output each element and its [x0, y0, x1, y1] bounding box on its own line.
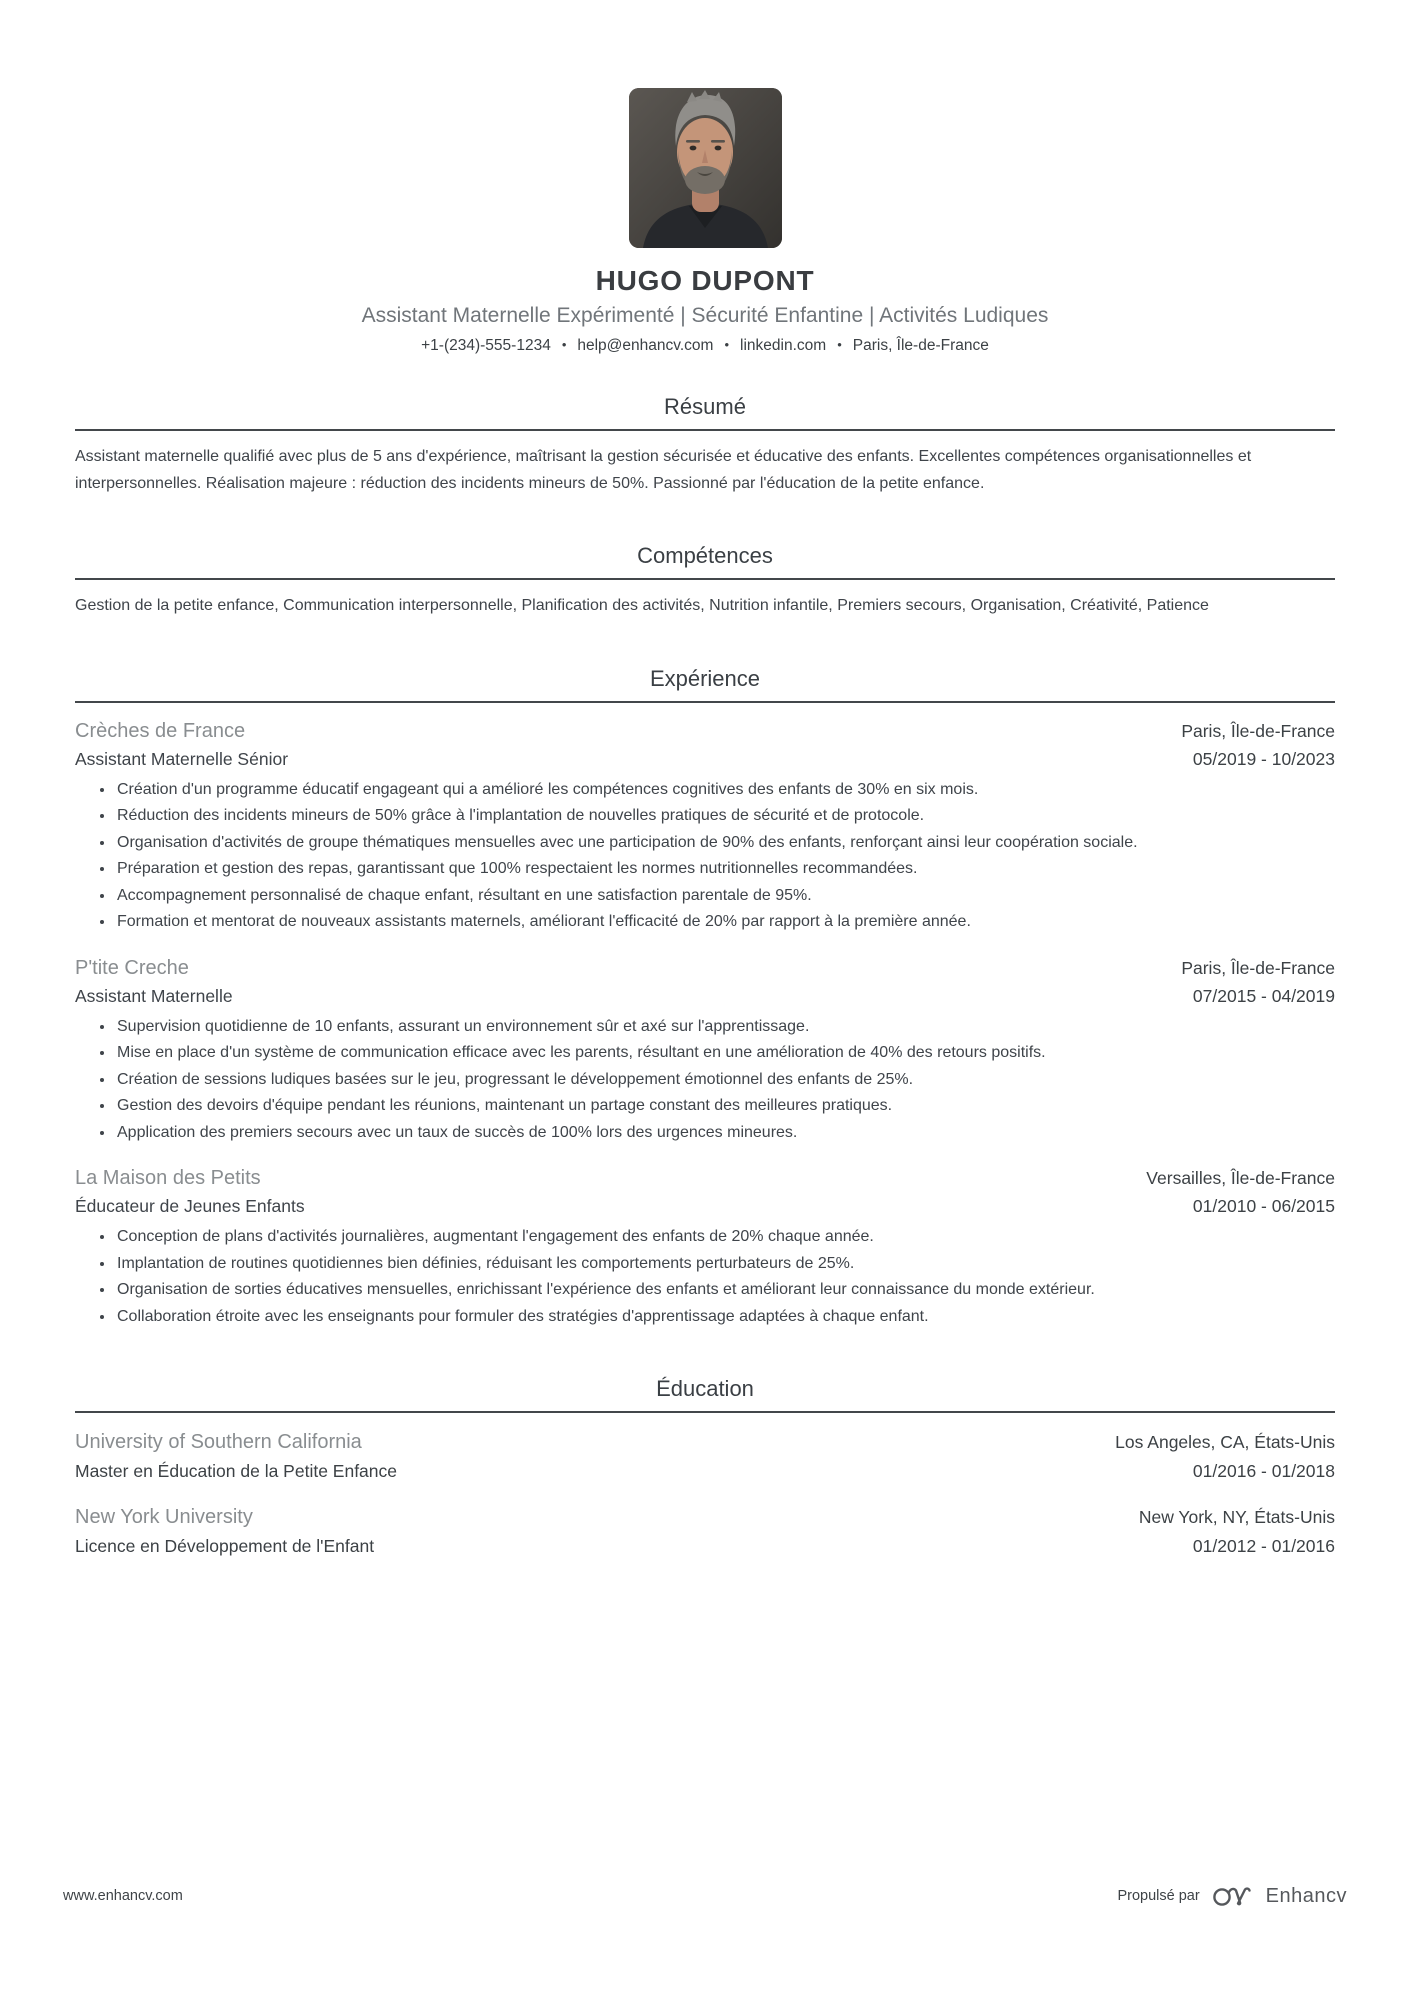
company-name: Crèches de France: [75, 719, 246, 742]
section-title-resume: Résumé: [664, 394, 746, 419]
enhancv-brand-link[interactable]: [1212, 1884, 1347, 1908]
school-name: New York University: [75, 1506, 253, 1528]
contact-linkedin-link[interactable]: linkedin.com: [740, 337, 827, 354]
contact-separator-icon: •: [837, 337, 842, 352]
job-bullets: [75, 1224, 1335, 1330]
section-competences-header: [75, 543, 1335, 580]
school-degree: Master en Éducation de la Petite Enfance: [75, 1461, 398, 1481]
school-entry: [75, 1431, 1335, 1482]
bullet-item: • Réduction des incidents mineurs de 50% grâce à l'implantation de nouvelles pratiques de sécurité et de protocole.: [115, 803, 1335, 830]
job-location: Paris, Île-de-France: [1181, 720, 1335, 741]
section-experience: [75, 666, 1335, 1331]
section-education: [75, 1376, 1335, 1557]
contact-phone: +1-(234)-555-1234: [421, 337, 551, 354]
bullet-item: • Création de sessions ludiques basées sur le jeu, progressant le développement émotionnel des enfants de 25%.: [115, 1067, 1335, 1094]
bullet-item: • Application des premiers secours avec un taux de succès de 100% lors des urgences mineures.: [115, 1120, 1335, 1147]
bullet-item: • Formation et mentorat de nouveaux assistants maternels, améliorant l'efficacité de 20% par rapport à la première année.: [115, 909, 1335, 936]
powered-by-label: Propulsé par: [1117, 1888, 1200, 1904]
profile-photo-image: [629, 88, 782, 248]
section-title-education: Éducation: [656, 1376, 754, 1401]
bullet-item: • Implantation de routines quotidiennes bien définies, réduisant les comportements perturbateurs de 25%.: [115, 1251, 1335, 1278]
school-location: Los Angeles, CA, États-Unis: [1115, 1432, 1335, 1452]
contact-line: [75, 337, 1335, 355]
job-role: Éducateur de Jeunes Enfants: [75, 1196, 305, 1216]
job-entry: [75, 957, 1335, 1147]
section-title-competences: Compétences: [637, 543, 773, 568]
page-footer: [63, 1884, 1347, 1908]
company-name: La Maison des Petits: [75, 1167, 261, 1189]
contact-separator-icon: •: [561, 337, 567, 352]
school-name: University of Southern California: [75, 1431, 362, 1453]
bullet-item: • Création d'un programme éducatif engageant qui a amélioré les compétences cognitives des enfants de 30% en six mois.: [115, 777, 1335, 804]
candidate-name: HUGO DUPONT: [595, 265, 815, 296]
bullet-item: • Collaboration étroite avec les enseignants pour formuler des stratégies d'apprentissage adaptées à chaque enfant.: [115, 1304, 1335, 1331]
resume-text: Assistant maternelle qualifié avec plus de 5 ans d'expérience, maîtrisant la gestion sécurisée et éducative des enfants. Excellentes compétences organisationnelles et interpersonnelles. Réalisation majeure : réduction des incidents mineurs de 50%. Passionné par l'éducation de la petite enfance.: [75, 448, 1252, 492]
footer-site-link[interactable]: www.enhancv.com: [63, 1888, 183, 1904]
school-degree: Licence en Développement de l'Enfant: [75, 1536, 375, 1556]
job-bullets: [75, 1014, 1335, 1147]
section-competences: [75, 543, 1335, 620]
job-dates: 05/2019 - 10/2023: [1192, 748, 1335, 769]
contact-separator-icon: •: [724, 337, 730, 352]
bullet-item: • Organisation d'activités de groupe thématiques mensuelles avec une participation de 90% des enfants, renforçant ainsi leur coopération sociale.: [115, 830, 1335, 857]
profile-photo: [629, 88, 782, 248]
section-resume-header: [75, 394, 1335, 431]
school-dates: 01/2012 - 01/2016: [1192, 1536, 1335, 1556]
job-entry: [75, 1167, 1335, 1330]
job-role: Assistant Maternelle Sénior: [75, 748, 289, 769]
job-entry: [75, 720, 1335, 936]
bullet-item: • Mise en place d'un système de communication efficace avec les parents, résultant en une amélioration de 40% des retours positifs.: [115, 1040, 1335, 1067]
bullet-item: • Préparation et gestion des repas, garantissant que 100% respectaient les normes nutritionnelles recommandées.: [115, 856, 1335, 883]
bullet-item: • Gestion des devoirs d'équipe pendant les réunions, maintenant un partage constant des meilleures pratiques.: [115, 1093, 1335, 1120]
section-education-header: [75, 1376, 1335, 1413]
school-location: New York, NY, États-Unis: [1138, 1507, 1335, 1527]
school-entry: [75, 1506, 1335, 1557]
section-title-experience: Expérience: [649, 665, 761, 691]
job-role: Assistant Maternelle: [75, 985, 233, 1006]
enhancv-logo-icon: [1212, 1884, 1258, 1908]
job-dates: 01/2010 - 06/2015: [1192, 1196, 1335, 1216]
company-name: P'tite Creche: [75, 956, 189, 979]
bullet-item: • Conception de plans d'activités journalières, augmentant l'engagement des enfants de 20% chaque année.: [115, 1224, 1335, 1251]
section-experience-header: [75, 666, 1335, 703]
candidate-tagline: Assistant Maternelle Expérimenté | Sécurité Enfantine | Activités Ludiques: [361, 304, 1049, 327]
contact-email-link[interactable]: help@enhancv.com: [577, 337, 714, 354]
job-location: Paris, Île-de-France: [1181, 957, 1335, 978]
competences-text: Gestion de la petite enfance, Communication interpersonnelle, Planification des activités, Nutrition infantile, Premiers secours, Organisation, Créativité, Patience: [75, 597, 1209, 614]
bullet-item: • Supervision quotidienne de 10 enfants, assurant un environnement sûr et axé sur l'apprentissage.: [115, 1014, 1335, 1041]
bullet-item: • Accompagnement personnalisé de chaque enfant, résultant en une satisfaction parentale de 95%.: [115, 883, 1335, 910]
section-resume: [75, 394, 1335, 497]
job-location: Versailles, Île-de-France: [1146, 1168, 1335, 1188]
job-bullets: [75, 777, 1335, 936]
school-dates: 01/2016 - 01/2018: [1192, 1461, 1335, 1481]
job-dates: 07/2015 - 04/2019: [1192, 985, 1335, 1006]
enhancv-wordmark: Enhancv: [1265, 1884, 1347, 1907]
contact-location: Paris, Île-de-France: [852, 337, 989, 354]
bullet-item: • Organisation de sorties éducatives mensuelles, enrichissant l'expérience des enfants et améliorant leur connaissance du monde extérieur.: [115, 1277, 1335, 1304]
